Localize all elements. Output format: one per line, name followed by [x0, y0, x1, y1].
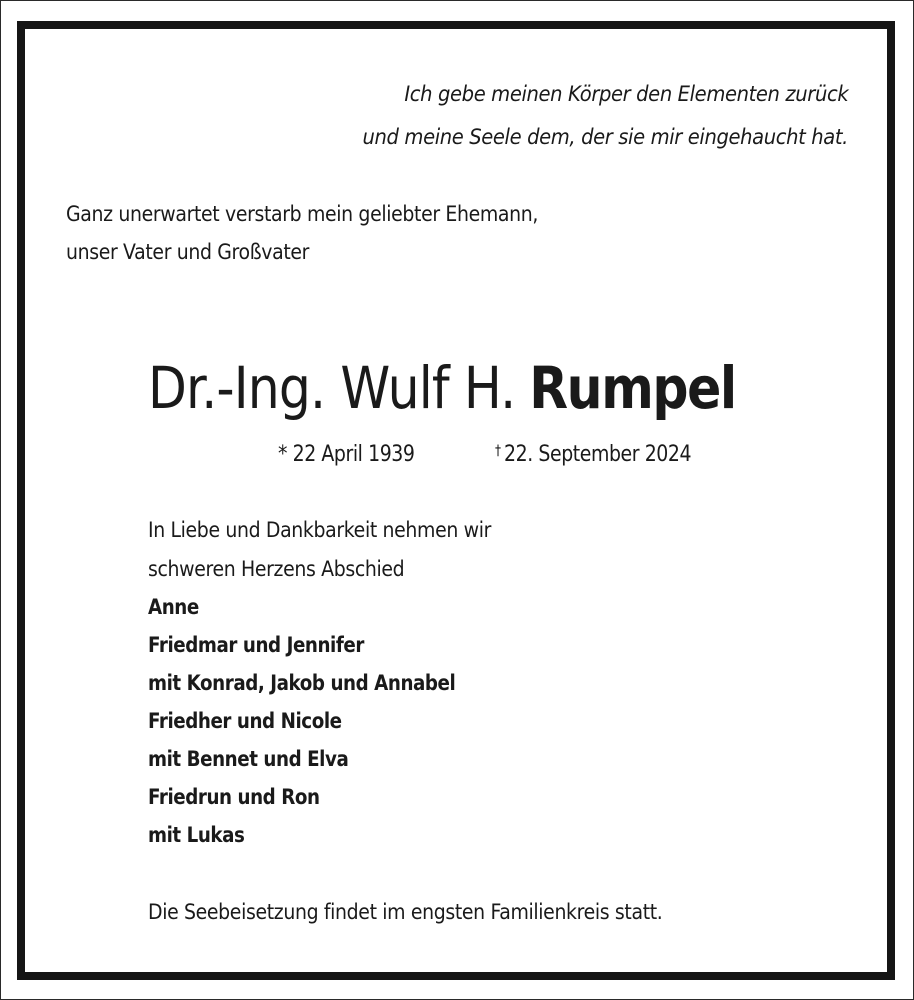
surname: Rumpel [529, 354, 736, 422]
deceased-name [148, 354, 736, 422]
name-prefix: Dr.-Ing. Wulf H. [148, 354, 516, 422]
cross-icon: † [495, 443, 501, 459]
birth-date: * 22 April 1939 [278, 442, 415, 467]
mourner-name: mit Bennet und Elva [148, 747, 349, 771]
mourner-name: Friedher und Nicole [148, 709, 342, 733]
burial-notice: Die Seebeisetzung findet im engsten Familienkreis statt. [148, 900, 663, 924]
farewell-line-2: schweren Herzens Abschied [148, 557, 405, 581]
quote-line-2: und meine Seele dem, der sie mir eingehaucht hat. [362, 125, 848, 149]
intro-line-2: unser Vater und Großvater [66, 240, 310, 264]
death-date: 22. September 2024 [504, 442, 692, 467]
death-date-line [495, 444, 691, 466]
mourner-name: Anne [148, 595, 199, 619]
farewell-line-1: In Liebe und Dankbarkeit nehmen wir [148, 518, 492, 542]
quote-line-1: Ich gebe meinen Körper den Elementen zurück [404, 82, 848, 106]
mourner-name: Friedrun und Ron [148, 785, 320, 809]
mourner-name: mit Lukas [148, 823, 245, 847]
intro-line-1: Ganz unerwartet verstarb mein geliebter Ehemann, [66, 202, 539, 226]
mourner-name: mit Konrad, Jakob und Annabel [148, 671, 456, 695]
mourner-name: Friedmar und Jennifer [148, 633, 364, 657]
